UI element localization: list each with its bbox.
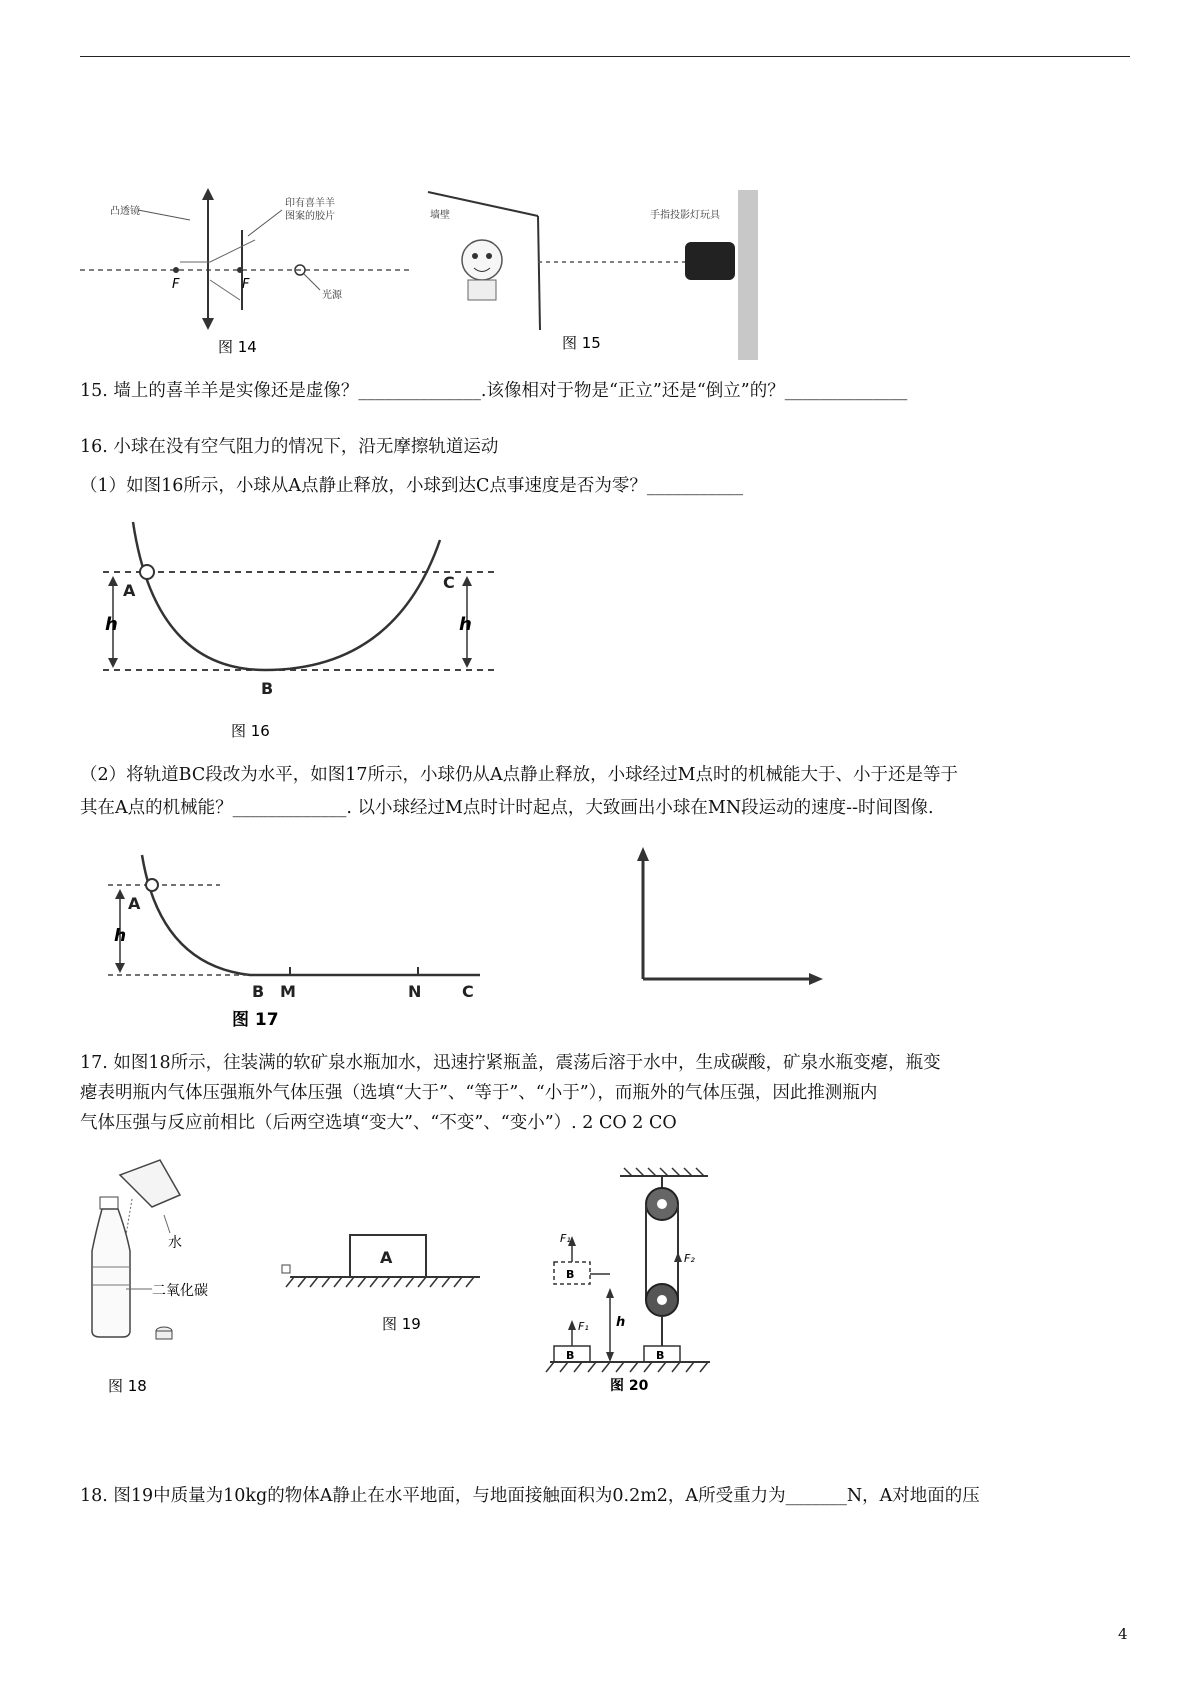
figure-17 — [100, 855, 490, 1035]
fig15-label-projector: 手指投影灯玩具 — [650, 210, 720, 221]
question-15: 15. 墙上的喜羊羊是实像还是虚像？______________.该像相对于物是“正立”还是“倒立”的？______________ — [80, 381, 908, 401]
fig16-label-b: B — [261, 679, 274, 698]
fig18-label-water: 水 — [168, 1235, 182, 1251]
figure-18 — [80, 1155, 260, 1405]
fig14-label-light: 光源 — [322, 290, 342, 301]
fig20-label-b1: B — [566, 1268, 575, 1281]
fig14-label-focus2: F — [242, 277, 250, 292]
fig14-film-label-line: 图案的胶片 — [285, 211, 335, 222]
fig16-label-h2: h — [459, 614, 472, 635]
fig17-label-h: h — [114, 926, 127, 946]
fig17-label-m: M — [280, 982, 296, 1001]
fig20-label-h: h — [616, 1315, 626, 1330]
fig20-label-b2: B — [566, 1349, 575, 1362]
fig19-caption: 图 19 — [382, 1315, 421, 1333]
fig17-caption: 图 17 — [232, 1010, 279, 1030]
velocity-time-graph — [545, 835, 845, 1035]
fig17-label-c: C — [462, 982, 474, 1001]
question-16-part1: （1）如图16所示，小球从A点静止释放，小球到达C点事速度是否为零？___________ — [80, 476, 744, 496]
fig20-label-b3: B — [656, 1349, 665, 1362]
fig17-label-n: N — [408, 982, 422, 1001]
fig16-caption: 图 16 — [231, 722, 270, 740]
fig16-label-c: C — [443, 573, 455, 592]
fig17-label-a: A — [128, 894, 141, 913]
fig14-caption: 图 14 — [218, 338, 257, 356]
question-16-part2-line2: 其在A点的机械能？_____________. 以小球经过M点时计时起点，大致画出小球在MN段运动的速度--时间图像. — [80, 798, 934, 818]
projector-icon — [685, 242, 735, 280]
header-rule — [80, 56, 1130, 57]
figure-14 — [80, 180, 410, 360]
question-17-line3: 气体压强与反应前相比（后两空选填“变大”、“不变”、“变小”）. 2 CO 2 CO — [80, 1113, 677, 1133]
goat-image — [462, 240, 502, 280]
fig14-label-film — [285, 196, 335, 222]
fig20-label-f1a: F₁ — [560, 1232, 571, 1245]
fig15-caption: 图 15 — [562, 334, 601, 352]
question-17-line2: 瘪表明瓶内气体压强瓶外气体压强（选填“大于”、“等于”、“小于”），而瓶外的气体压强，因此推测瓶内 — [80, 1083, 878, 1103]
fig18-caption: 图 18 — [108, 1377, 147, 1395]
fig17-label-b: B — [252, 982, 265, 1001]
question-16-part2-line1: （2）将轨道BC段改为水平，如图17所示，小球仍从A点静止释放，小球经过M点时的机械能大于、小于还是等于 — [80, 765, 959, 785]
fig16-label-a: A — [123, 581, 136, 600]
fig18-label-co2: 二氧化碳 — [152, 1283, 208, 1299]
fig16-label-h1: h — [105, 614, 118, 635]
question-18: 18. 图19中质量为10kg的物体A静止在水平地面，与地面接触面积为0.2m2，A所受重力为_______N，A对地面的压 — [80, 1486, 980, 1506]
figure-15 — [420, 180, 760, 360]
figure-16 — [95, 520, 505, 750]
figure-20 — [540, 1150, 720, 1400]
page-number: 4 — [1118, 1625, 1128, 1643]
fig14-label-focus: F — [172, 277, 180, 292]
fig20-label-f1b: F₁ — [578, 1320, 589, 1333]
fig20-label-f2: F₂ — [684, 1252, 695, 1265]
fig15-label-wall: 墙壁 — [430, 210, 450, 221]
fig14-label-lens: 凸透镜 — [110, 206, 140, 217]
fig19-label-a: A — [380, 1248, 393, 1267]
fig20-caption: 图 20 — [610, 1378, 649, 1394]
fig14-film-label-line: 印有喜羊羊 — [285, 198, 335, 209]
question-16: 16. 小球在没有空气阻力的情况下，沿无摩擦轨道运动 — [80, 437, 499, 457]
question-17-line1: 17. 如图18所示，往装满的软矿泉水瓶加水，迅速拧紧瓶盖，震荡后溶于水中，生成碳酸，矿泉水瓶变瘪，瓶变 — [80, 1053, 941, 1073]
figure-19 — [280, 1225, 490, 1345]
